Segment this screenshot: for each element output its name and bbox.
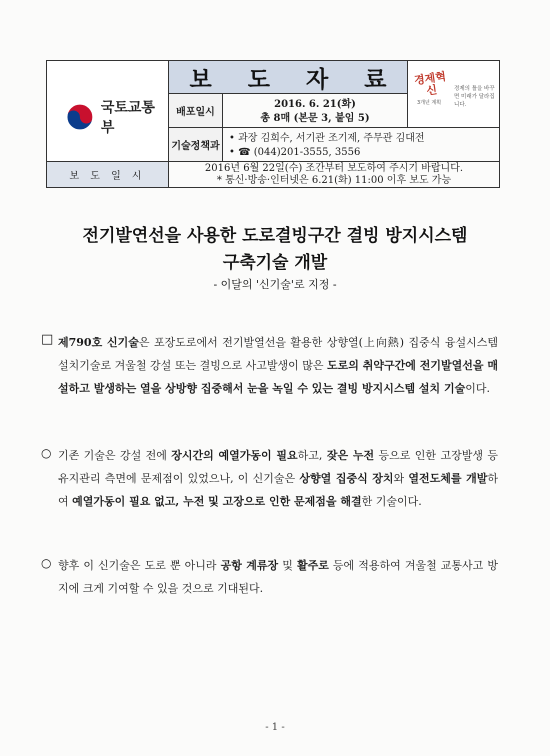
p1-text-2: 이다. [465,382,490,395]
p2-bold-2: 잦은 누전 [326,449,375,462]
p3-text-2: 및 [278,559,297,572]
release-date-value [223,94,407,128]
p1-bold-summary: 도로의 취약구간에 전기발열선을 매설하고 발생하는 열을 상방향 집중해서 눈을 녹일 수 있는 결빙 방지시스템 설치 기술 [58,359,498,395]
p2-bold-5: 예열가동이 필요 없고, 누전 및 고장으로 인한 문제점을 해결 [72,495,362,508]
department-label: 기술정책과 [169,128,223,162]
p2-bold-1: 장시간의 예열가동이 필요 [171,449,298,462]
circle-bullet-icon: ○ [41,446,52,460]
p3-bold-1: 공항 계류장 [220,559,279,572]
paragraph-2 [58,444,498,513]
headline-line2: 구축기술 개발 [222,253,328,273]
promo-sub: 3개년 계획 [417,100,442,106]
headline-line1: 전기발연선을 사용한 도로결빙구간 결빙 방지시스템 [82,226,468,246]
embargo-line2: * 통신·방송·인터넷은 6.21(화) 11:00 이후 보도 가능 [216,175,452,186]
p3-text-1: 향후 이 신기술은 도로 뿐 아니라 [58,559,221,572]
contact-persons: • 과장 김희수, 서기관 조기제, 주무관 김대전 [229,133,425,144]
contact-phone: • ☎ (044)201-3555, 3556 [229,147,361,158]
paragraph-1 [58,331,498,400]
ministry-name: 국토교통부 [100,100,155,136]
embargo-value [169,162,499,187]
p3-bold-2: 활주로 [296,559,329,572]
p2-bold-3: 상향열 집중식 장치 [299,472,394,485]
p2-text-1: 기존 기술은 강설 전에 [58,449,172,462]
tech-number: 제790호 신기술 [58,336,139,349]
promo-text: 경제의 틀을 바꾸면 미래가 달라집니다. [454,86,495,108]
release-date-label: 배포일시 [169,94,223,128]
p2-text-4: 와 [393,472,409,485]
embargo-label: 보 도 일 시 [47,162,169,187]
department-contacts [223,128,499,162]
p1-text-1: 은 포장도로에서 전기발열선을 활용한 상향열(上向熱) 집중식 융설시스템 설치기술로 겨울철 강설 또는 결빙으로 사고발생이 많은 [58,336,498,372]
release-date: 2016. 6. 21(화) [274,99,356,110]
p2-text-3: 등으로 인한 고장발생 등 유지관리 측면에 문제점이 있었으나, 이 신기술은 [58,449,498,485]
circle-bullet-icon: ○ [41,556,52,570]
taegeuk-emblem-icon [65,102,95,132]
p2-bold-4: 열전도체를 개발 [408,472,488,485]
promo-word: 경제혁신 [413,69,447,98]
square-bullet-icon: □ [41,332,54,347]
headline-subtitle: - 이달의 '신기술'로 지정 - [213,278,337,291]
document-title: 보 도 자 료 [189,66,401,93]
p2-text-5: 하여 [58,472,498,508]
page-count: 총 8매 (본문 3, 붙임 5) [260,113,370,124]
ministry-logo [65,97,168,137]
title-cell [169,61,407,94]
p2-text-6: 한 기술이다. [361,495,422,508]
p2-text-2: 하고, [297,449,327,462]
press-release-header [46,60,500,188]
ministry-logo-cell [47,61,169,162]
embargo-line1: 2016년 6월 22일(수) 조간부터 보도하여 주시기 바랍니다. [204,163,464,174]
page-number: - 1 - [265,722,285,733]
p3-text-3: 등에 적용하여 겨울철 교통사고 방지에 크게 기여할 수 있을 것으로 기대된다. [58,559,498,595]
economic-innovation-badge [407,61,499,128]
paragraph-3 [58,554,498,600]
